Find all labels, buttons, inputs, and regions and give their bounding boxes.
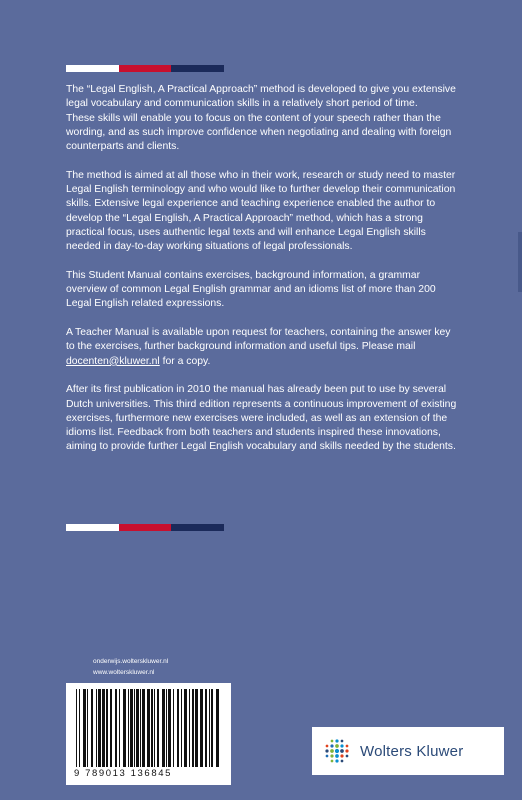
barcode-bar (177, 689, 179, 767)
barcode-bar (192, 689, 194, 767)
logo-dot (331, 740, 334, 743)
barcode-bar (211, 689, 213, 767)
logo-dot (335, 754, 339, 758)
logo-dot (340, 754, 343, 757)
logo-dot (345, 749, 348, 752)
url-onderwijs: onderwijs.wolterskluwer.nl (93, 658, 169, 665)
barcode-bar (157, 689, 159, 767)
barcode-bar (168, 689, 171, 767)
student-manual-paragraph: This Student Manual contains exercises, background information, a grammar overview of common Legal English grammar and an idioms list of more than 200 Legal English related expressions. (66, 269, 436, 310)
logo-dot (346, 755, 349, 758)
barcode-bar (173, 689, 174, 767)
back-cover-text (66, 83, 462, 469)
barcode-bar (91, 689, 93, 767)
barcode-bar (154, 689, 155, 767)
skills-paragraph: These skills will enable you to focus on the content of your speech rather than the wording, and as such improve confidence when negotiating and dealing with foreign counterparts and clients. (66, 112, 452, 153)
barcode-bar (209, 689, 210, 767)
barcode-bar (200, 689, 203, 767)
email-link[interactable]: docenten@kluwer.nl (66, 355, 160, 367)
logo-dot (340, 749, 344, 753)
logo-dot (341, 740, 344, 743)
logo-dot (335, 749, 339, 753)
barcode-bar (76, 689, 77, 767)
logo-dot (330, 754, 333, 757)
barcode-bar (87, 689, 88, 767)
logo-dot (331, 760, 334, 763)
edition-paragraph: After its first publication in 2010 the manual has already been put to use by several Dutch universities. This third edition represents a continuous improvement of existing exercises, furthermore new exercises were included, as well as an extension of the idioms list. Feedback from both teachers and students inspired these innovations, aiming to provide further Legal English vocabulary and skills needed by the students. (66, 384, 457, 453)
logo-dot (341, 760, 344, 763)
barcode-bar (162, 689, 165, 767)
barcode-bar (98, 689, 101, 767)
wolters-kluwer-logo-icon (322, 736, 352, 766)
barcode-bar (205, 689, 207, 767)
barcode-bar (115, 689, 117, 767)
barcode-bar (147, 689, 150, 767)
teacher-manual-text-end: for a copy. (159, 355, 211, 367)
isbn-number: 9 789013 136845 (74, 768, 172, 779)
barcode-bar (128, 689, 129, 767)
barcode-bar (140, 689, 141, 767)
teacher-manual-text: A Teacher Manual is available upon request for teachers, containing the answer key to the exercises, further background information and useful tips. Please mail (66, 327, 451, 353)
barcode-bar (79, 689, 80, 767)
page-edge-mark (518, 232, 522, 292)
url-wolterskluwer: www.wolterskluwer.nl (93, 668, 155, 676)
barcode-bar (189, 689, 190, 767)
logo-dot (335, 759, 338, 762)
barcode-bar (102, 689, 105, 767)
teacher-manual-paragraph (66, 326, 462, 369)
logo-dot (346, 745, 349, 748)
barcode-bar (142, 689, 145, 767)
logo-dot (335, 739, 338, 742)
logo-dot (340, 744, 343, 747)
barcode-bar (181, 689, 182, 767)
logo-dot (326, 755, 329, 758)
logo-dot (325, 749, 328, 752)
publisher-logo (312, 727, 504, 775)
barcode-bar (83, 689, 86, 767)
flag-stripe-top (66, 65, 224, 72)
intro-paragraph: The “Legal English, A Practical Approach” method is developed to give you extensive legal vocabulary and communication skills in a relatively short period of time. (66, 84, 456, 110)
barcode-bar (110, 689, 112, 767)
barcode-bar (106, 689, 108, 767)
barcode-bar (195, 689, 198, 767)
barcode-bars (74, 689, 223, 767)
logo-dot (335, 744, 339, 748)
isbn-barcode (66, 683, 231, 785)
logo-dot (330, 749, 334, 753)
barcode-bar (136, 689, 139, 767)
method-paragraph: The method is aimed at all those who in their work, research or study need to master Legal English terminology and who would like to further develop their communication skills. Extensive legal experience and teaching experience enabled the author to develop the “Legal English, A Practical Approach” method, which has a strong practical focus, uses authentic legal texts and will enhance Legal English skills needed in day-to-day working situations of legal professionals. (66, 169, 456, 253)
barcode-bar (130, 689, 133, 767)
barcode-bar (134, 689, 135, 767)
barcode-bar (216, 689, 219, 767)
barcode-bar (119, 689, 120, 767)
barcode-bar (123, 689, 126, 767)
barcode-bar (151, 689, 153, 767)
flag-stripe-bottom (66, 524, 224, 531)
publisher-urls (93, 657, 168, 678)
barcode-bar (96, 689, 97, 767)
logo-dot (330, 744, 333, 747)
logo-dot (326, 745, 329, 748)
barcode-bar (184, 689, 187, 767)
publisher-name: Wolters Kluwer (360, 742, 464, 760)
barcode-bar (166, 689, 167, 767)
